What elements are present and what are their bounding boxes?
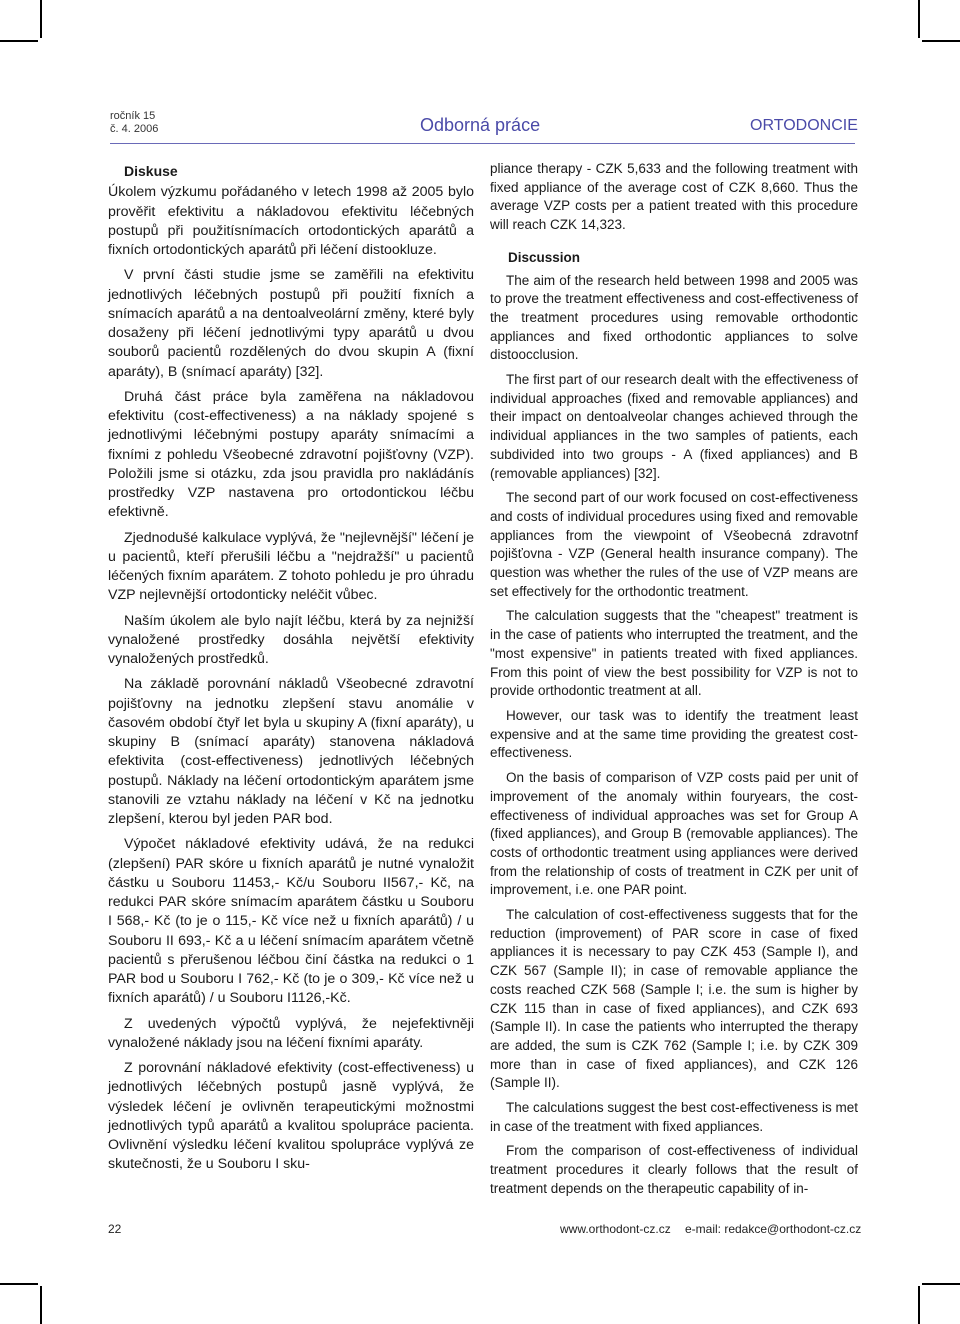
section-title: Odborná práce [420,115,541,135]
page-number: 22 [108,1222,122,1236]
paragraph: From the comparison of cost-effectiveness of individual treatment procedures it clearly follows that the result of treatment depends on the therapeutic capability of in- [490,1143,858,1196]
paragraph: On the basis of comparison of VZP costs paid per unit of improvement of the anomaly within fouryears, the cost-effectiveness of individual approaches was set for Group A (fixed appliances), and Group B (removable appliances). The costs of orthodontic treatment using appliances were derived from the relationship of costs of treatment in CZK per unit of improvement, i.e. one PAR point. [490,770,858,898]
paragraph: Úkolem výzkumu pořádaného v letech 1998 až 2005 bylo prověřit efektivitu a nákladovou efektivitu léčebných postupů při použitísnímacích ortodontických aparátů a fixních ortodontických aparátů při léčení distookluze. [108,184,474,258]
paragraph: Naším úkolem ale bylo najít léčbu, která by za nejnižší vynaložené prostředky dosáhla největší efektivity vynaložených prostředků. [108,612,474,667]
paragraph: The first part of our research dealt with the effectiveness of individual approaches (fixed and removable appliances) and their impact on dentoalveolar changes achieved through the individual appliances in the two samples of patients, each subdivided into two groups - A (fixed appliances) and B (removable appliances) [32]. [490,372,858,481]
left-column [108,160,474,1181]
paragraph: The aim of the research held between 1998 and 2005 was to prove the treatment effectiveness and cost-effectiveness of the treatment procedures using removable orthodontic appliances and fixed orthodontic appliances to solve distoocclusion. [490,272,858,363]
journal-name: ORTODONCIE [750,117,858,134]
paragraph: Na základě porovnání nákladů Všeobecné zdravotní pojišťovny na jednotku zlepšení stavu anomálie v časovém období čtyř let byla u skupiny A (fixní aparáty), u skupiny B (snímací aparáty) stanovena nákladová efektivita (cost-effectiveness) jednotlivých léčebných postupů. Náklady na léčení ortodontickým aparátem jsme stanovili ze vztahu náklady na léčení v Kč na jednotku zlepšení, kterou byl jeden PAR bod. [108,676,474,827]
paragraph: The second part of our work focused on cost-effectiveness and costs of individual procedures using fixed and removable appliances from the viewpoint of Všeobecná zdravotnf pojišťovna - VZP (General health insurance company). The question was whether the rules of the use of VZP means are set effectively for the orthodontic treatment. [490,490,858,599]
paragraph: Výpočet nákladové efektivity udává, že na redukci (zlepšení) PAR skóre u fixních aparátů je nutné vynaložit částku u Souboru 11453,- Kč/u Souboru II567,- Kč, na redukci PAR skóre snímacím aparátem částku u Souboru I 568,- Kč (to je o 115,- Kč více než u fixních aparátů) / u Souboru II 693,- Kč a u léčení snímacím aparátem včetně pacientů s přerušenou léčbou činí částka na redukci o 1 PAR bod u Souboru I 762,- Kč (to je o 309,- Kč více než u fixních aparátů) / u Souboru I1126,-Kč. [108,836,474,1007]
crop-mark-top-left-h [0,40,38,42]
paragraph: Druhá část práce byla zaměřena na nákladovou efektivitu (cost-effectiveness) a na náklady spojené s jednotlivými léčebnými postupy aparáty snímacími a fixními z pohledu Všeobecné zdravotní pojišťovny (VZP). Položili jsme si otázku, zda jsou pravidla pro nakládánís prostředky VZP nastavena pro ortodontickou léčbu efektivně. [108,388,474,521]
email-link[interactable]: e-mail: redakce@orthodont-cz.cz [685,1222,862,1236]
paragraph: The calculations suggest the best cost-effectiveness is met in case of the treatment with fixed appliances. [490,1100,858,1134]
right-column [490,160,858,1205]
crop-mark-bottom-left-h [0,1283,38,1285]
crop-mark-top-right-h [922,40,960,42]
paragraph: The calculation of cost-effectiveness suggests that for the reduction (improvement) of PAR score in case of fixed appliances it is necessary to pay CZK 453 (Sample I), and CZK 567 (Sample II); in case of removable appliance the costs reached CZK 568 (Sample I; i.e. the sum is higher by CZK 115 than in case of fixed appliances), and CZK 693 (Sample II). In case the patients who interrupted the therapy are added, the sum is CZK 762 (Sample I; i.e. by CZK 309 more than in case of fixed appliances), and CZK 126 (Sample II). [490,907,858,1091]
discussion-heading-cz: Diskuse [124,163,178,179]
volume-issue [110,110,158,136]
discussion-heading-en: Discussion [508,249,581,265]
paragraph: However, our task was to identify the treatment least expensive and at the same time providing the greatest cost-effectiveness. [490,707,858,761]
crop-mark-top-right [918,0,920,38]
crop-mark-bottom-right-h [922,1283,960,1285]
header-rule [110,143,855,144]
paragraph: Z porovnání nákladové efektivity (cost-effectiveness) u jednotlivých léčebných postupů jasně vyplývá, že výsledek léčení je ovlivněn terapeutickými možnostmi jednotlivých typů aparátů a kvalitou spolupráce pacienta. Ovlivnění výsledku léčení kvalitou spolupráce vyplývá ze skutečnosti, že u Souboru I sku- [108,1060,474,1173]
paragraph: V první části studie jsme se zaměřili na efektivitu jednotlivých léčebných postupů při použití fixních a snímacích aparátů a na dentoalveolární změny, které byly dosaženy při léčení jednotlivými typy aparátů u dvou souborů pacientů rozdělených do dvou skupin A (fixní aparáty), B (snímací aparáty) [32]. [108,267,474,380]
website-link[interactable]: www.orthodont-cz.cz [560,1222,671,1236]
paragraph: The calculation suggests that the "cheapest" treatment is in the case of patients who interrupted the treatment, and the "most expensive" in patients treated with fixed appliances. From this point of view the best possibility for VZP is not to provide orthodontic treatment at all. [490,608,858,699]
crop-mark-bottom-right [918,1286,920,1324]
paragraph: Z uvedených výpočtů vyplývá, že nejefektivněji vynaložené náklady jsou na léčení fixními aparáty. [108,1015,474,1051]
crop-mark-bottom-left [40,1286,42,1324]
paragraph: Zjednodušé kalkulace vyplývá, že "nejlevnější" léčení je u pacientů, kteří přerušili léčbu a "nejdražší" u pacientů léčených fixním aparátem. Z tohoto pohledu je pro úhradu VZP nejlevnější ortodonticky neléčit vůbec. [108,529,474,604]
crop-mark-top-left [40,0,42,38]
paragraph: pliance therapy - CZK 5,633 and the following treatment with fixed appliance of the average cost of CZK 8,660. Thus the average VZP costs per a patient treated with this procedure will reach CZK 14,323. [490,161,858,233]
volume-label: ročník 15 [110,110,156,122]
issue-label: č. 4. 2006 [110,123,159,135]
